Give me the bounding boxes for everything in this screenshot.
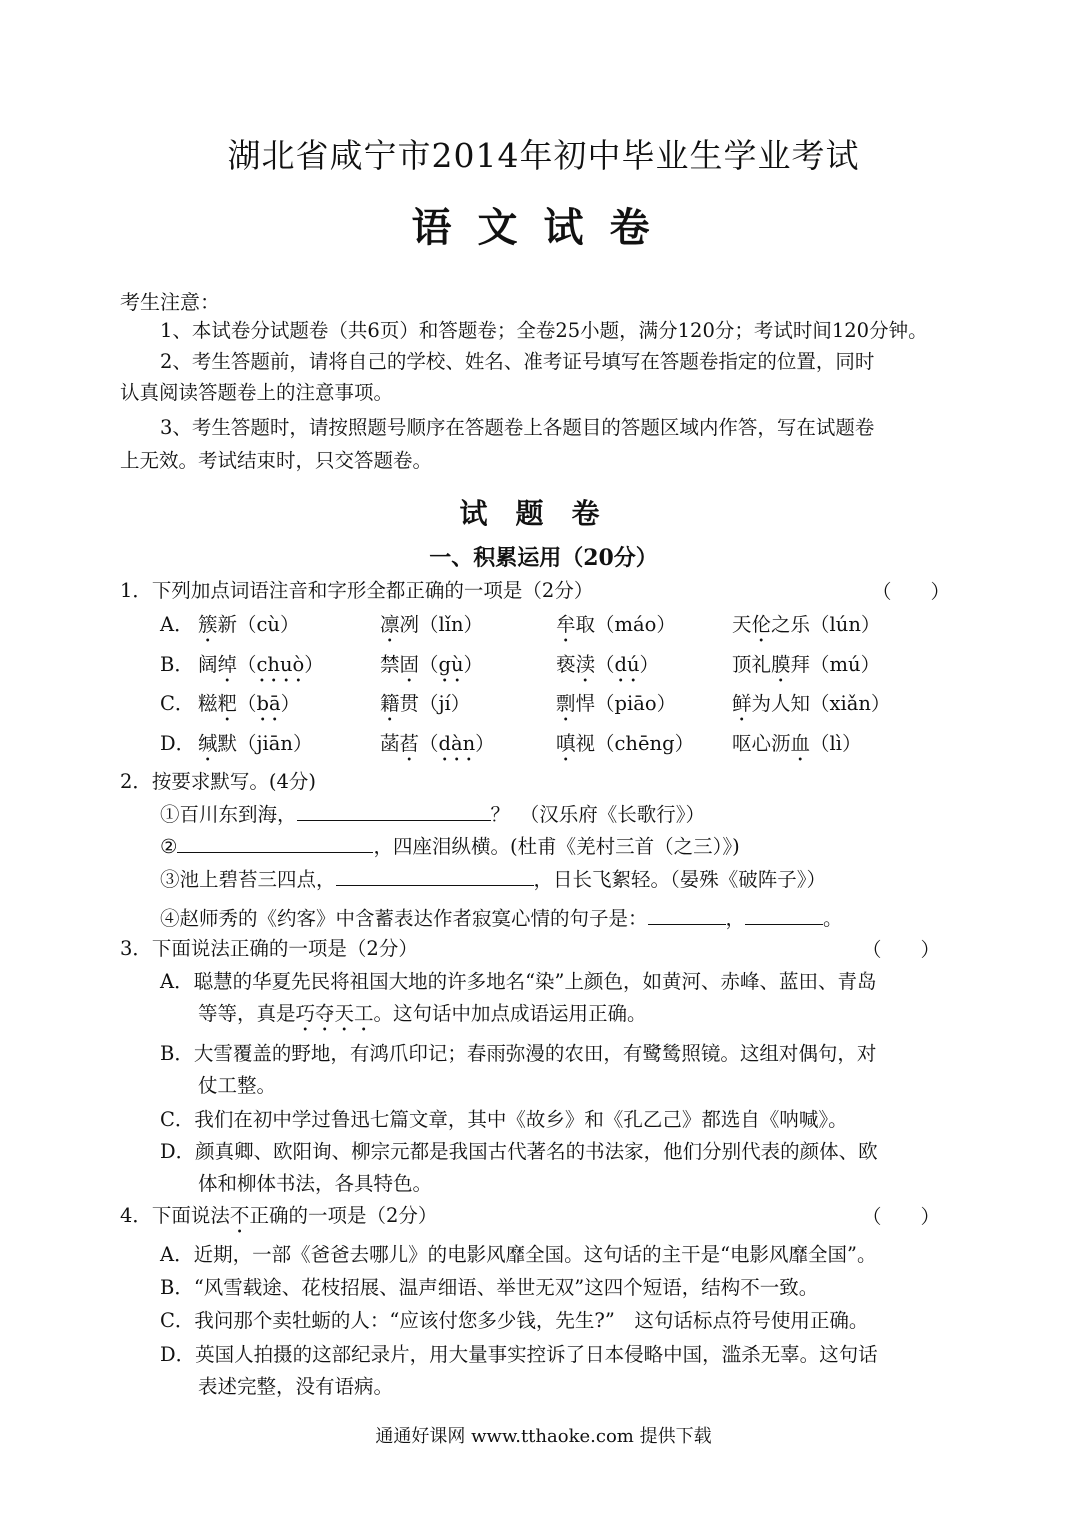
q1-option-word-2: 菡萏（dàn） [380,732,495,755]
exam-title: 湖北省咸宁市2014年初中毕业生学业考试 [227,136,860,175]
q4-option-a-line-1: A．近期，一部《爸爸去哪儿》的电影风靡全国。这句话的主干是“电影风靡全国”。 [160,1243,877,1266]
q3-marked-idiom: 巧夺天工 [295,1002,374,1025]
q4-option-d-line-2: 表述完整，没有语病。 [198,1375,394,1398]
q1-option-word-3: 牟取（máo） [556,613,676,636]
notice-item-3-line-2: 上无效。考试结束时，只交答题卷。 [120,449,433,472]
q1-option-label: C． [160,692,195,715]
q1-answer-paren: （ ） [872,580,951,603]
q3-option-b-line-1: B．大雪覆盖的野地，有鸿爪印记；春雨弥漫的农田，有鹭鸶照镜。这组对偶句，对 [160,1042,877,1065]
q3-option-d-line-1: D．颜真卿、欧阳询、柳宗元都是我国古代著名的书法家，他们分别代表的颜体、欧 [160,1140,878,1163]
exam-subtitle: 语文试卷 [411,204,676,251]
q1-option-word-2: 禁固（gù） [380,653,484,676]
q3-option-a-line-1: A．聪慧的华夏先民将祖国大地的许多地名“染”上颜色，如黄河、赤峰、蓝田、青岛 [160,970,877,993]
q1-option-word-1: 糍粑（bā） [198,692,301,715]
q3-option-d-line-2: 体和柳体书法，各具特色。 [198,1172,433,1195]
q2-blank-4[interactable] [648,902,726,925]
q2-stem: 2．按要求默写。(4分) [120,770,317,793]
q1-option-word-1: 缄默（jiān） [198,732,313,755]
q1-option-word-4: 天伦之乐（lún） [732,613,881,636]
q1-option-word-3: 嗔视（chēng） [556,732,695,755]
q1-option-label: D． [160,732,196,755]
q2-blank-2[interactable] [177,830,373,853]
q4-option-d-line-1: D．英国人拍摄的这部纪录片，用大量事实控诉了日本侵略中国，滥杀无辜。这句话 [160,1343,878,1366]
part-one-title: 一、积累运用（20分） [429,545,658,571]
q1-option-word-4: 鲜为人知（xiǎn） [732,692,891,715]
notice-item-3-line-1: 3、考生答题时，请按照题号顺序在答题卷上各题目的答题区域内作答，写在试题卷 [160,416,875,439]
q1-option-word-3: 亵渎（dú） [556,653,660,676]
q1-option-word-1: 阔绰（chuò） [198,653,324,676]
q2-line-3: ③池上碧苔三四点， ，日长飞絮轻。（晏殊《破阵子》） [160,863,826,895]
q3-option-b-line-2: 仗工整。 [198,1074,277,1097]
notice-item-2-line-2: 认真阅读答题卷上的注意事项。 [120,381,394,404]
q3-option-a-line-2: 等等，真是巧夺天工。这句话中加点成语运用正确。 [198,1002,647,1025]
q3-answer-paren: （ ） [862,938,941,961]
section-title: 试题卷 [459,497,628,530]
q2-blank-1[interactable] [297,798,491,821]
q1-option-label: A． [160,613,194,636]
q4-stem: 4．下面说法不正确的一项是（2分） [120,1204,438,1227]
q1-option-word-1: 簇新（cù） [198,613,300,636]
notice-item-2-line-1: 2、考生答题前，请将自己的学校、姓名、准考证号填写在答题卷指定的位置，同时 [160,350,875,373]
q4-option-c-line-1: C．我问那个卖牡蛎的人：“应该付您多少钱，先生?” 这句话标点符号使用正确。 [160,1309,869,1332]
q4-answer-paren: （ ） [862,1205,941,1228]
q1-stem: 1．下列加点词语注音和字形全都正确的一项是（2分） [120,579,594,602]
q1-option-word-4: 顶礼膜拜（mú） [732,653,881,676]
q2-line-2: ② ，四座泪纵横。(杜甫《羌村三首（之三）》) [160,830,740,862]
q4-option-b-line-1: B．“风雪载途、花枝招展、温声细语、举世无双”这四个短语，结构不一致。 [160,1276,819,1299]
q2-blank-5[interactable] [745,902,823,925]
notice-item-1: 1、本试卷分试题卷（共6页）和答题卷；全卷25小题，满分120分；考试时间120分钟。 [160,319,928,342]
footer-source: 通通好课网 www.tthaoke.com 提供下载 [375,1426,712,1447]
q1-option-word-2: 凛冽（lǐn） [380,613,484,636]
q2-blank-3[interactable] [336,863,534,886]
q2-line-1: ①百川东到海， ？ （汉乐府《长歌行》） [160,798,705,830]
notice-heading: 考生注意： [120,290,220,314]
q1-option-word-2: 籍贯（jí） [380,692,471,715]
q2-line-4: ④赵师秀的《约客》中含蓄表达作者寂寞心情的句子是： ， 。 [160,902,843,934]
q3-stem: 3．下面说法正确的一项是（2分） [120,937,418,960]
q3-option-c-line-1: C．我们在初中学过鲁迅七篇文章，其中《故乡》和《孔乙己》都选自《呐喊》。 [160,1108,848,1131]
q1-option-label: B． [160,653,194,676]
q1-option-word-4: 呕心沥血（lì） [732,732,862,755]
q1-option-word-3: 剽悍（piāo） [556,692,677,715]
